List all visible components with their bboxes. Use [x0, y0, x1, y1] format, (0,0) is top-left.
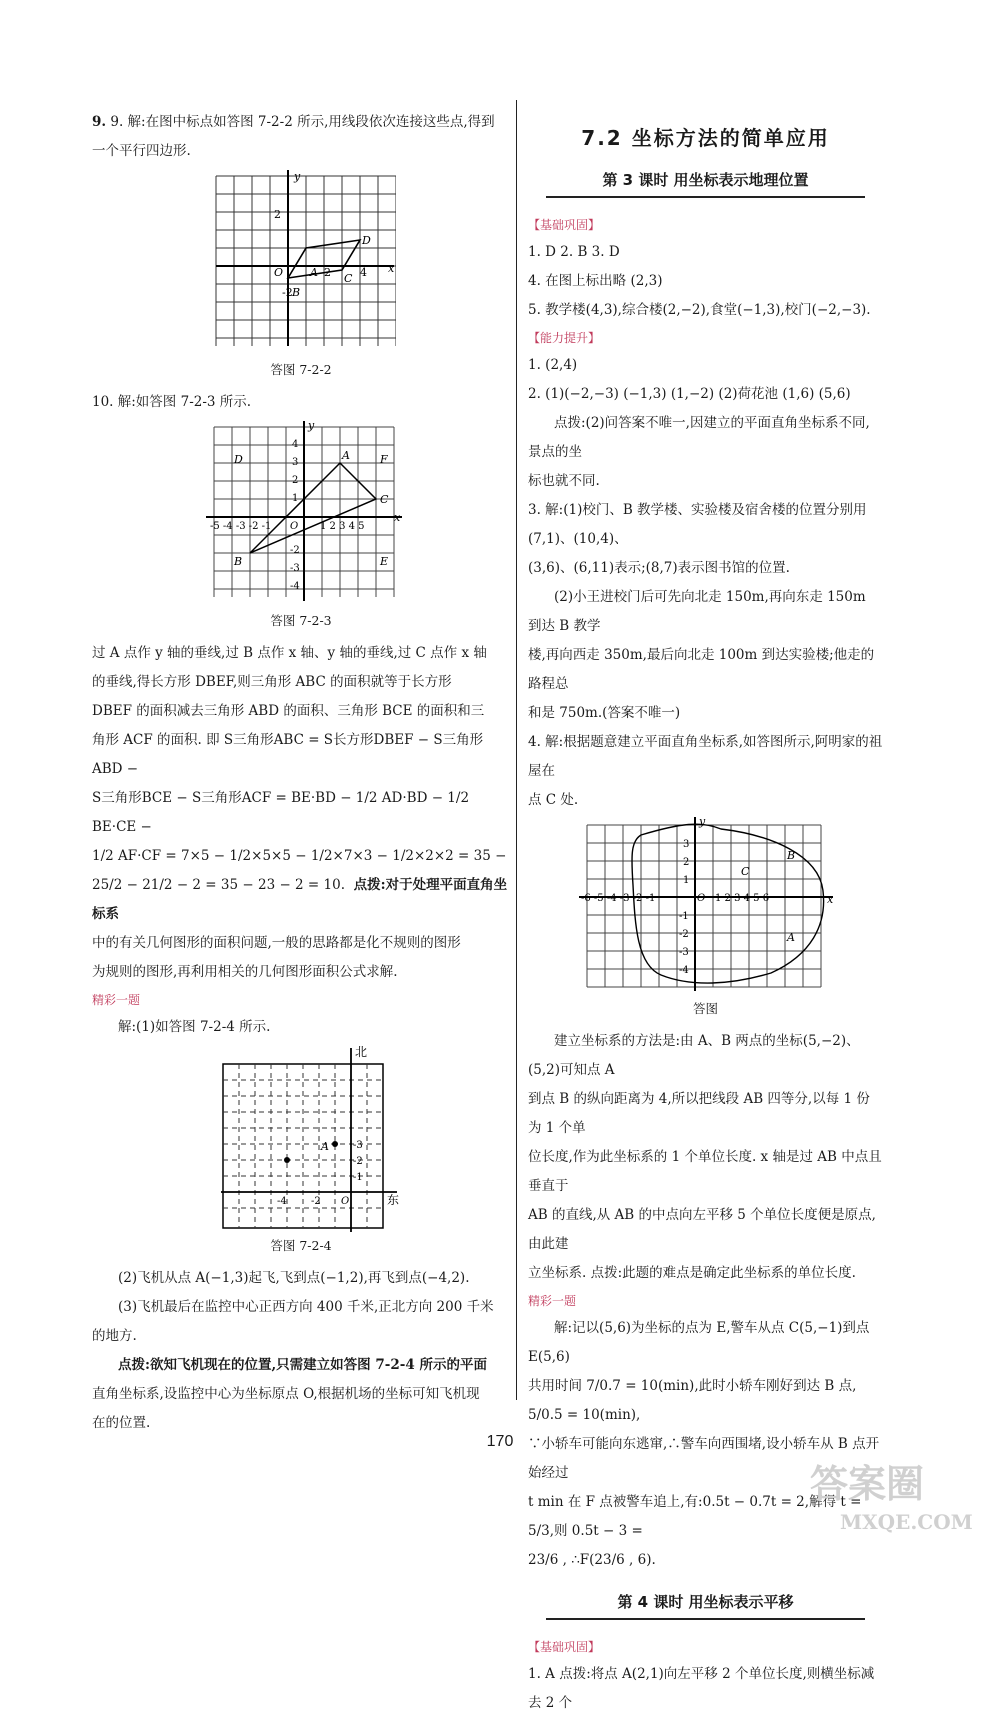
figure-7-2-4-caption: 答图 7-2-4	[270, 1238, 332, 1253]
left-column	[92, 108, 510, 1438]
f-line-4: t min 在 F 点被警车追上,有:0.5t − 0.7t = 2,解得 t = 5/3,则 0.5t − 3 =	[528, 1494, 862, 1539]
svg-text:E: E	[380, 555, 389, 568]
q9-line2: 一个平行四边形.	[92, 143, 191, 159]
c-line-5: 和是 750m.(答案不唯一)	[528, 705, 681, 721]
svg-text:O: O	[274, 266, 284, 279]
a-line-1: 1. D 2. B 3. D	[528, 244, 620, 260]
figure-7-2-3-caption: 答图 7-2-3	[270, 613, 332, 628]
f-line-3: ∵小轿车可能向东逃窜,∴警车向西围堵,设小轿车从 B 点开始经过	[528, 1436, 880, 1481]
svg-text:A: A	[310, 266, 318, 279]
f-line-1: 解:记以(5,6)为坐标的点为 E,警车从点 C(5,−1)到点 E(5,6)	[528, 1320, 870, 1365]
lesson-3-title: 第 3 课时 用坐标表示地理位置	[546, 165, 865, 198]
sol-line-6: 直角坐标系,设监控中心为坐标原点 O,根据机场的坐标可知飞机现	[92, 1386, 480, 1402]
svg-text:-2: -2	[282, 286, 293, 299]
e-line-5: 立坐标系. 点拨:此题的难点是确定此坐标系的单位长度.	[528, 1265, 856, 1281]
figure-7-2-2-caption: 答图 7-2-2	[270, 362, 332, 377]
g-line-1: 1. A 点拨:将点 A(2,1)向左平移 2 个单位长度,则横坐标减去 2 个	[528, 1666, 875, 1711]
svg-text:y: y	[294, 170, 301, 183]
svg-text:1 2 3 4 5: 1 2 3 4 5	[320, 521, 365, 532]
figure-answer-map	[571, 815, 841, 995]
section-title: 7.2 坐标方法的简单应用	[581, 126, 830, 150]
watermark-logo	[800, 1455, 990, 1535]
f-line-5: 23/6 , ∴F(23/6 , 6).	[528, 1552, 656, 1568]
svg-text:A: A	[786, 931, 795, 944]
tag-advance: 【能力提升】	[528, 331, 601, 345]
q10-text-9: 为规则的图形,再利用相关的几何图形面积公式求解.	[92, 964, 398, 980]
svg-text:-4: -4	[277, 1196, 287, 1207]
q10-text-8: 中的有关几何图形的面积问题,一般的思路都是化不规则的图形	[92, 935, 461, 951]
svg-text:-2: -2	[311, 1196, 321, 1207]
svg-text:D: D	[234, 453, 243, 466]
lesson-4-title: 第 4 课时 用坐标表示平移	[546, 1587, 865, 1620]
watermark-top: 答案圈	[810, 1461, 925, 1506]
watermark-bottom: MXQE.COM	[840, 1510, 973, 1534]
q10-text-5: S三角形BCE − S三角形ACF = BE·BD − 1/2 AD·BD − 1/2 BE·CE −	[92, 790, 470, 835]
b-line-2: 2. (1)(−2,−3) (−1,3) (1,−2) (2)荷花池 (1,6) (5,6)	[528, 386, 851, 402]
figure-7-2-2	[206, 166, 396, 356]
c-line-2: (3,6)、(6,11)表示;(8,7)表示图书馆的位置.	[528, 560, 790, 576]
sol-line-4: 的地方.	[92, 1328, 137, 1344]
svg-text:-4: -4	[678, 965, 689, 976]
d-line-1: 4. 解:根据题意建立平面直角坐标系,如答图所示,阿明家的祖屋在	[528, 734, 883, 779]
svg-text:y: y	[698, 815, 705, 828]
svg-text:B: B	[234, 555, 243, 568]
svg-text:-2: -2	[678, 929, 689, 940]
svg-text:y: y	[308, 419, 315, 432]
sol-line-3: (3)飞机最后在监控中心正西方向 400 千米,正北方向 200 千米	[118, 1299, 494, 1315]
svg-text:x: x	[394, 511, 401, 524]
svg-text:2: 2	[682, 857, 689, 868]
a-line-5: 5. 教学楼(4,3),综合楼(2,−2),食堂(−1,3),校门(−2,−3).	[528, 302, 871, 318]
figure-7-2-4	[201, 1042, 401, 1232]
svg-text:-2: -2	[290, 545, 300, 556]
c-line-3: (2)小王进校门后可先向北走 150m,再向东走 150m 到达 B 教学	[528, 589, 866, 634]
svg-text:-3: -3	[353, 1140, 363, 1151]
b-line-1: 1. (2,4)	[528, 357, 578, 373]
q10-line: 10. 解:如答图 7-2-3 所示.	[92, 394, 252, 410]
column-divider	[516, 100, 517, 1400]
d-line-2: 点 C 处.	[528, 792, 579, 808]
sol-line-1: 解:(1)如答图 7-2-4 所示.	[118, 1019, 271, 1035]
svg-text:1 2 3 4 5 6: 1 2 3 4 5 6	[714, 893, 769, 904]
svg-text:3: 3	[292, 457, 299, 468]
e-line-4: AB 的直线,从 AB 的中点向左平移 5 个单位长度便是原点,由此建	[528, 1207, 876, 1252]
q10-text-7: 25/2 − 21/2 − 2 = 35 − 23 − 2 = 10. 点拨:对于处理平面直角坐标系	[92, 877, 508, 922]
svg-text:O: O	[290, 521, 299, 532]
e-line-2: 到点 B 的纵向距离为 4,所以把线段 AB 四等分,以每 1 份为 1 个单	[528, 1091, 870, 1136]
svg-text:O: O	[341, 1196, 350, 1207]
svg-text:F: F	[380, 453, 388, 466]
sol-line-5: 点拨:欲知飞机现在的位置,只需建立如答图 7-2-4 所示的平面	[118, 1357, 487, 1373]
c-line-4: 楼,再向西走 350m,最后向北走 100m 到达实验楼;他走的路程总	[528, 647, 875, 692]
highlight-tag-right: 精彩一题	[528, 1294, 577, 1308]
highlight-tag: 精彩一题	[92, 993, 141, 1007]
svg-text:2: 2	[274, 208, 281, 221]
b-line-4: 标也就不同.	[528, 473, 600, 489]
svg-text:-5 -4 -3 -2 -1: -5 -4 -3 -2 -1	[210, 521, 272, 532]
svg-text:-3: -3	[290, 563, 300, 574]
svg-text:C: C	[380, 493, 389, 506]
e-line-3: 位长度,作为此坐标系的 1 个单位长度. x 轴是过 AB 中点且垂直于	[528, 1149, 882, 1194]
svg-text:-4: -4	[290, 581, 300, 592]
svg-text:D: D	[362, 234, 371, 247]
b-line-3: 点拨:(2)问答案不唯一,因建立的平面直角坐标系不同,景点的坐	[528, 415, 870, 460]
figure-7-2-3	[196, 417, 406, 607]
svg-text:1: 1	[292, 493, 299, 504]
svg-text:B: B	[292, 286, 301, 299]
tag-basic: 【基础巩固】	[528, 218, 601, 232]
svg-text:东: 东	[387, 1193, 400, 1207]
svg-text:x: x	[388, 262, 395, 275]
svg-text:A: A	[321, 1140, 329, 1153]
q10-text-1: 过 A 点作 y 轴的垂线,过 B 点作 x 轴、y 轴的垂线,过 C 点作 x 轴	[92, 645, 487, 661]
svg-text:-6 -5 -4 -3 -2 -1: -6 -5 -4 -3 -2 -1	[580, 893, 655, 904]
sol-line-7: 在的位置.	[92, 1415, 151, 1431]
svg-text:2: 2	[292, 475, 299, 486]
figure-answer-map-caption: 答图	[692, 1001, 718, 1016]
svg-text:-1: -1	[678, 911, 689, 922]
q10-text-3: DBEF 的面积减去三角形 ABD 的面积、三角形 BCE 的面积和三	[92, 703, 485, 719]
q10-text-2: 的垂线,得长方形 DBEF,则三角形 ABC 的面积就等于长方形	[92, 674, 452, 690]
svg-text:A: A	[342, 449, 350, 462]
svg-text:-1: -1	[353, 1172, 363, 1183]
svg-text:1: 1	[682, 875, 689, 886]
c-line-1: 3. 解:(1)校门、B 教学楼、实验楼及宿舍楼的位置分别用(7,1)、(10,4)、	[528, 502, 867, 547]
svg-text:4: 4	[292, 439, 299, 450]
svg-text:x: x	[826, 893, 833, 906]
f-line-2: 共用时间 7/0.7 = 10(min),此时小轿车刚好到达 B 点, 5/0.5 = 10(min),	[528, 1378, 857, 1423]
q10-text-4: 角形 ACF 的面积. 即 S三角形ABC = S长方形DBEF − S三角形ABD −	[92, 732, 484, 777]
page-number: 170	[486, 1433, 514, 1450]
svg-text:4: 4	[360, 266, 367, 279]
svg-text:C: C	[740, 865, 749, 878]
tag-basic-2: 【基础巩固】	[528, 1640, 601, 1654]
svg-text:-2: -2	[353, 1156, 363, 1167]
q9-line1: 9. 9. 解:在图中标点如答图 7-2-2 所示,用线段依次连接这些点,得到	[92, 114, 495, 130]
a-line-4: 4. 在图上标出略 (2,3)	[528, 273, 663, 289]
e-line-1: 建立坐标系的方法是:由 A、B 两点的坐标(5,−2)、(5,2)可知点 A	[528, 1033, 860, 1078]
svg-text:北: 北	[355, 1045, 368, 1059]
svg-text:3: 3	[682, 839, 689, 850]
svg-text:B: B	[786, 849, 795, 862]
svg-text:C: C	[344, 272, 353, 285]
svg-text:2: 2	[324, 266, 331, 279]
svg-text:O: O	[696, 893, 705, 904]
svg-text:-3: -3	[678, 947, 689, 958]
q10-text-6: 1/2 AF·CF = 7×5 − 1/2×5×5 − 1/2×7×3 − 1/2×2×2 = 35 −	[92, 848, 507, 864]
sol-line-2: (2)飞机从点 A(−1,3)起飞,飞到点(−1,2),再飞到点(−4,2).	[118, 1270, 470, 1286]
